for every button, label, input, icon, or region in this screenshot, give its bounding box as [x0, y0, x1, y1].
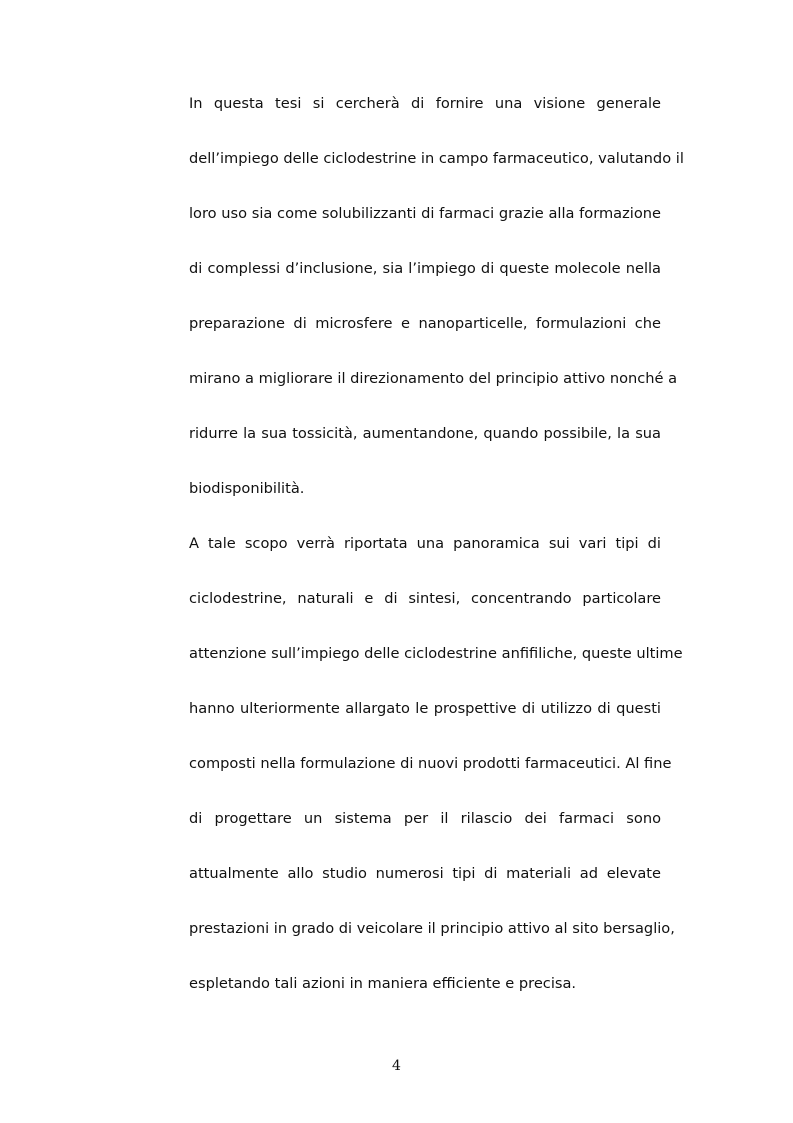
text-line: composti nella formulazione di nuovi prodotti farmaceutici. Al fine — [189, 755, 672, 772]
text-line: dell’impiego delle ciclodestrine in campo farmaceutico, valutando il — [189, 150, 684, 167]
text-line: ciclodestrine, naturali e di sintesi, concentrando particolare — [189, 590, 661, 607]
text-line: ridurre la sua tossicità, aumentandone, quando possibile, la sua — [189, 425, 661, 442]
text-line: biodisponibilità. — [189, 480, 305, 497]
text-line: attenzione sull’impiego delle ciclodestrine anfifiliche, queste ultime — [189, 645, 683, 662]
text-line: A tale scopo verrà riportata una panoramica sui vari tipi di — [189, 535, 661, 552]
text-line: mirano a migliorare il direzionamento del principio attivo nonché a — [189, 370, 678, 387]
text-line: In questa tesi si cercherà di fornire una visione generale — [189, 95, 661, 112]
text-line: di complessi d’inclusione, sia l’impiego di queste molecole nella — [189, 260, 661, 277]
text-line: di progettare un sistema per il rilascio dei farmaci sono — [189, 810, 661, 827]
text-line: preparazione di microsfere e nanoparticelle, formulazioni che — [189, 315, 661, 332]
text-line: attualmente allo studio numerosi tipi di materiali ad elevate — [189, 865, 661, 882]
text-line: loro uso sia come solubilizzanti di farmaci grazie alla formazione — [189, 205, 661, 222]
text-line: espletando tali azioni in maniera efficiente e precisa. — [189, 975, 577, 992]
page-number: 4 — [392, 1058, 401, 1074]
text-line: prestazioni in grado di veicolare il principio attivo al sito bersaglio, — [189, 920, 675, 937]
text-line: hanno ulteriormente allargato le prospettive di utilizzo di questi — [189, 700, 661, 717]
